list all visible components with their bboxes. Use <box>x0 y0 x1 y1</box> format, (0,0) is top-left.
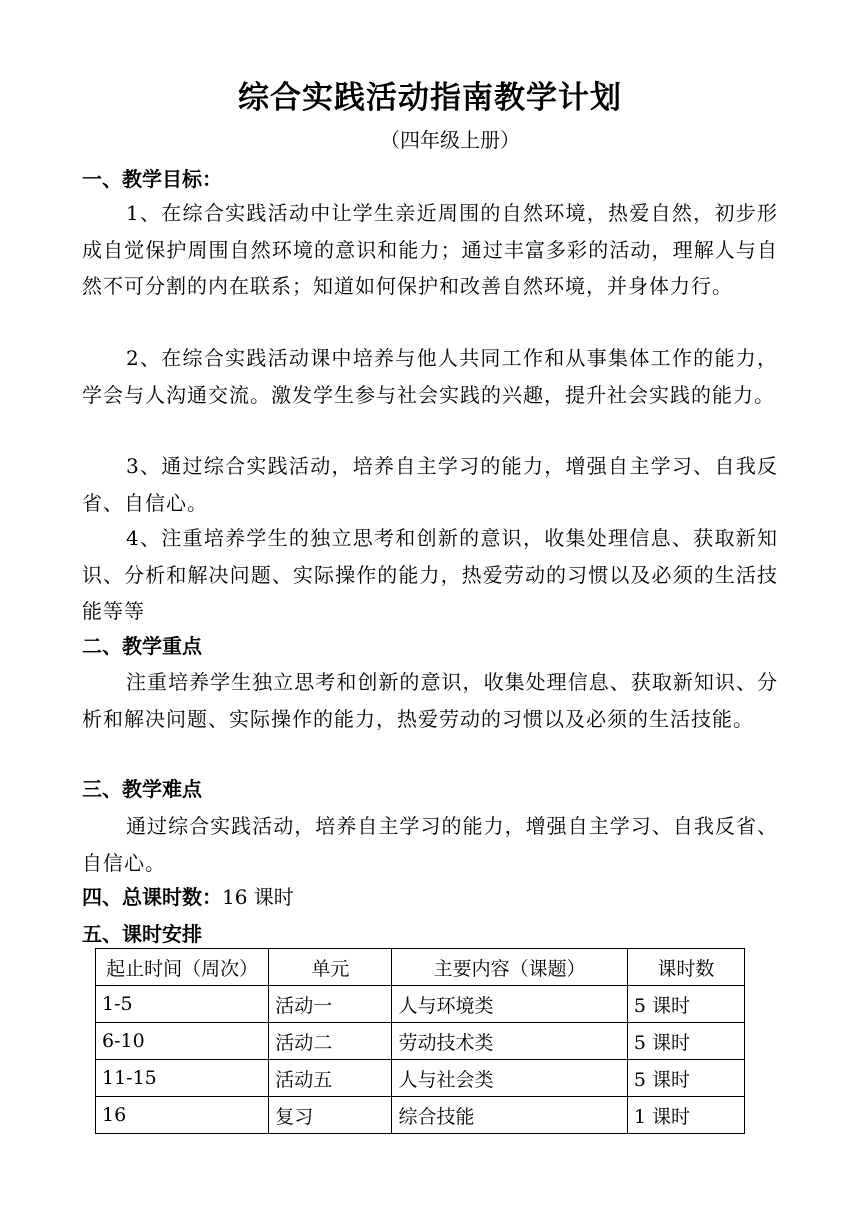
goal-item-2: 2、在综合实践活动课中培养与他人共同工作和从事集体工作的能力，学会与人沟通交流。激发学生参与社会实践的兴趣，提升社会实践的能力。 <box>82 346 778 407</box>
column-header-hours: 课时数 <box>627 949 744 986</box>
section-heading-schedule: 五、课时安排 <box>82 922 202 946</box>
total-hours-label: 四、总课时数： <box>82 885 222 909</box>
cell-hours: 5 课时 <box>627 1060 744 1097</box>
cell-content: 人与环境类 <box>392 986 627 1023</box>
table-header-row <box>96 949 745 986</box>
section-heading-difficulties: 三、教学难点 <box>82 777 202 801</box>
total-hours-value: 16 课时 <box>222 885 294 909</box>
cell-hours: 1 课时 <box>627 1097 744 1134</box>
document-title: 综合实践活动指南教学计划 <box>238 80 622 116</box>
goal-item-1: 1、在综合实践活动中让学生亲近周围的自然环境，热爱自然，初步形成自觉保护周围自然环境的意识和能力；通过丰富多彩的活动，理解人与自然不可分割的内在联系；知道如何保护和改善自然环境，并身体力行。 <box>82 201 778 298</box>
cell-unit: 复习 <box>269 1097 392 1134</box>
cell-unit: 活动二 <box>269 1023 392 1060</box>
table-row <box>96 986 745 1023</box>
goal-item-4: 4、注重培养学生的独立思考和创新的意识，收集处理信息、获取新知识、分析和解决问题、实际操作的能力，热爱劳动的习惯以及必须的生活技能等等 <box>82 526 778 623</box>
cell-unit: 活动五 <box>269 1060 392 1097</box>
document-subtitle: （四年级上册） <box>380 128 520 152</box>
cell-hours: 5 课时 <box>627 986 744 1023</box>
section-heading-key-points: 二、教学重点 <box>82 634 202 658</box>
section-heading-goals: 一、教学目标： <box>82 167 222 191</box>
column-header-content: 主要内容（课题） <box>392 949 627 986</box>
table-row <box>96 1023 745 1060</box>
column-header-period: 起止时间（周次） <box>96 949 269 986</box>
column-header-unit: 单元 <box>269 949 392 986</box>
table-row <box>96 1060 745 1097</box>
cell-unit: 活动一 <box>269 986 392 1023</box>
cell-period: 1-5 <box>96 986 269 1023</box>
difficulties-text: 通过综合实践活动，培养自主学习的能力，增强自主学习、自我反省、自信心。 <box>82 814 778 875</box>
section-heading-total-hours <box>82 880 294 914</box>
key-points-text: 注重培养学生独立思考和创新的意识，收集处理信息、获取新知识、分析和解决问题、实际操作的能力，热爱劳动的习惯以及必须的生活技能。 <box>82 670 778 731</box>
goal-item-3: 3、通过综合实践活动，培养自主学习的能力，增强自主学习、自我反省、自信心。 <box>82 454 778 515</box>
schedule-table <box>95 948 745 1134</box>
cell-content: 劳动技术类 <box>392 1023 627 1060</box>
cell-content: 综合技能 <box>392 1097 627 1134</box>
cell-content: 人与社会类 <box>392 1060 627 1097</box>
table-row <box>96 1097 745 1134</box>
cell-period: 6-10 <box>96 1023 269 1060</box>
cell-period: 11-15 <box>96 1060 269 1097</box>
cell-hours: 5 课时 <box>627 1023 744 1060</box>
cell-period: 16 <box>96 1097 269 1134</box>
